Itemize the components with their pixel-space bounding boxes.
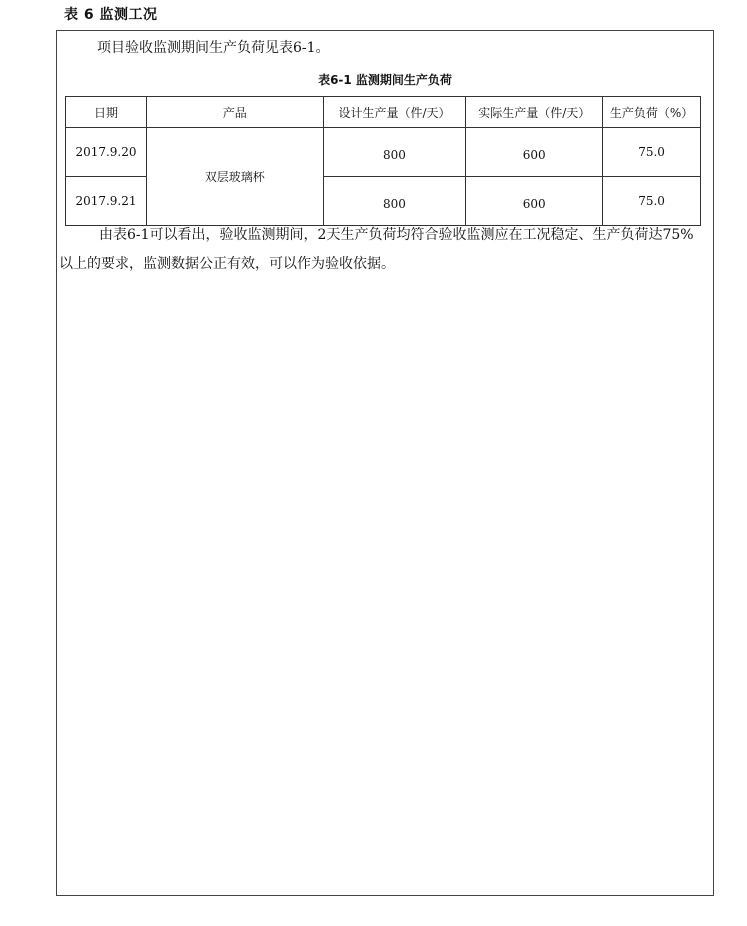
header-design-output: 设计生产量（件/天） [323, 97, 466, 128]
cell-design-output: 800 [323, 128, 466, 177]
section-title: 表 6 监测工况 [64, 7, 158, 23]
header-actual-output: 实际生产量（件/天） [466, 97, 603, 128]
conclusion-paragraph: 由表6-1可以看出，验收监测期间，2天生产负荷均符合验收监测应在工况稳定、生产负荷达75%以上的要求，监测数据公正有效，可以作为验收依据。 [59, 227, 694, 272]
table-row [66, 128, 701, 177]
cell-load-percent: 75.0 [603, 128, 701, 177]
header-date: 日期 [66, 97, 147, 128]
cell-date: 2017.9.20 [66, 128, 147, 177]
cell-load-percent: 75.0 [603, 177, 701, 226]
cell-date: 2017.9.21 [66, 177, 147, 226]
cell-product: 双层玻璃杯 [146, 128, 323, 226]
table-header-row [66, 97, 701, 128]
table-title: 表6-1 监测期间生产负荷 [318, 73, 452, 87]
header-load-percent: 生产负荷（%） [603, 97, 701, 128]
content-frame [56, 30, 714, 896]
intro-text: 项目验收监测期间生产负荷见表6-1。 [97, 40, 330, 56]
cell-actual-output: 600 [466, 177, 603, 226]
header-product: 产品 [146, 97, 323, 128]
cell-actual-output: 600 [466, 128, 603, 177]
cell-design-output: 800 [323, 177, 466, 226]
production-load-table [65, 96, 701, 226]
